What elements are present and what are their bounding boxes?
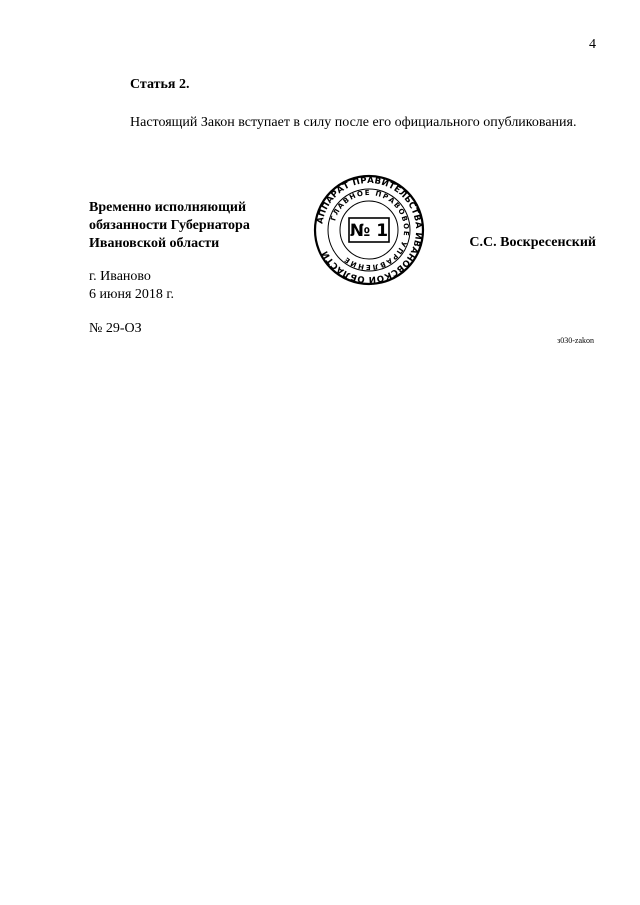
official-seal bbox=[313, 174, 425, 286]
signer-title-line: обязанности Губернатора bbox=[89, 218, 250, 233]
signer-title-line: Временно исполняющий bbox=[89, 200, 247, 215]
law-number: № 29-ОЗ bbox=[89, 321, 142, 336]
signer-name: С.С. Воскресенский bbox=[469, 235, 596, 250]
file-code: з030-zakon bbox=[557, 336, 594, 345]
city: г. Иваново bbox=[89, 269, 151, 284]
seal-outer-text: АППАРАТ ПРАВИТЕЛЬСТВА ИВАНОВСКОЙ ОБЛАСТИ bbox=[315, 175, 424, 285]
signer-title bbox=[89, 199, 250, 253]
seal-inner-text: ГЛАВНОЕ ПРАВОВОЕ УПРАВЛЕНИЕ bbox=[329, 188, 411, 272]
page-number: 4 bbox=[589, 37, 596, 52]
date: 6 июня 2018 г. bbox=[89, 287, 175, 302]
article-title: Статья 2. bbox=[130, 77, 190, 92]
place-and-date bbox=[89, 268, 174, 304]
seal-number: № 1 bbox=[349, 221, 389, 241]
seal-graphic bbox=[313, 174, 425, 286]
article-body: Настоящий Закон вступает в силу после его официального опубликования. bbox=[130, 115, 577, 130]
signer-title-line: Ивановской области bbox=[89, 236, 220, 251]
